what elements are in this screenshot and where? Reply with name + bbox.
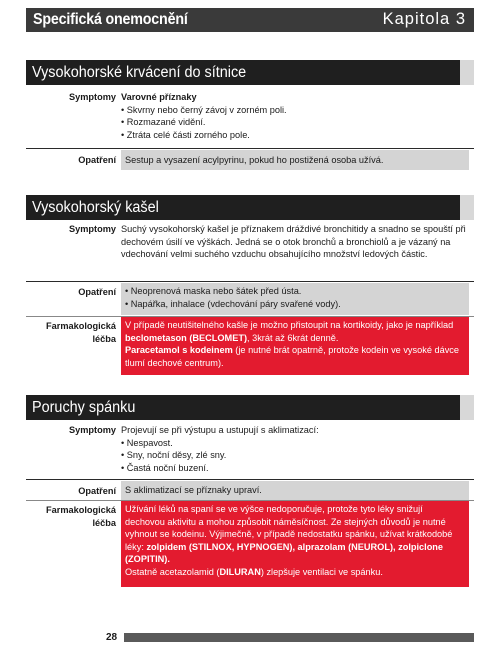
row-label: Opatření [78, 155, 116, 165]
pharma-paragraph: V případě neutišitelného kašle je možno přistoupit na kortikoidy, jako je například beclometason (BECLOMET), 3krát až 6krát denně. [125, 320, 454, 343]
pharma-row [26, 317, 474, 375]
section-tab [460, 395, 474, 420]
divider [26, 281, 474, 282]
measures-content: Sestup a vysazení acylpyrinu, pokud ho postižená osoba užívá. [121, 150, 469, 170]
list-item: • Častá noční buzení. [121, 462, 469, 475]
symptoms-content [121, 91, 469, 141]
measures-row [26, 150, 474, 170]
divider [26, 479, 474, 480]
pharma-paragraph: Paracetamol s kodeinem (je nutné brát opatrně, protože kodein ve vysoké dávce tlumí dechové centrum). [125, 345, 460, 368]
symptoms-content: Suchý vysokohorský kašel je příznakem dráždivé bronchitidy a snadno se spouští při dechovém úsilí ve výškách. Jedná se o otok bronchů a bronchiolů a je vázaný na vdechování velmi suchého vzduchu obsahujícího množství ledových částic. [121, 224, 466, 259]
symptoms-row [26, 223, 474, 279]
running-header [26, 8, 474, 32]
footer-bar [124, 633, 474, 642]
symptoms-heading: Projevují se při výstupu a ustupují s aklimatizací: [121, 425, 319, 435]
section-tab [460, 195, 474, 220]
measures-content: S aklimatizací se příznaky upraví. [121, 481, 469, 500]
symptoms-content [121, 424, 469, 474]
list-item: • Napářka, inhalace (vdechování páry svařené vody). [125, 298, 465, 311]
list-item: • Neoprenová maska nebo šátek před ústa. [125, 285, 465, 298]
pharma-paragraph: Ostatně acetazolamid (DILURAN) zlepšuje ventilaci ve spánku. [125, 566, 383, 577]
page-number: 28 [106, 632, 118, 643]
symptoms-row [26, 91, 474, 145]
list-item: • Nespavost. [121, 437, 469, 450]
row-label: Symptomy [69, 224, 116, 234]
list-item: • Ztráta celé části zorného pole. [121, 129, 469, 142]
section-tab [460, 60, 474, 85]
divider [26, 148, 474, 149]
row-label: Symptomy [69, 92, 116, 102]
measures-content [121, 283, 469, 315]
section-heading-altitude-cough: Vysokohorský kašel [26, 195, 460, 220]
pharma-paragraph: Užívání léků na spaní se ve výšce nedoporučuje, protože tyto léky snižují dechovou aktivitu a mohou způsobit náměsíčnost. Ze stejných důvodů je nutné vyhnout se kodeinu. Výjimečně, v případě nedostatku spánku, užívat krátkodobé léky: zolpidem (STILNOX, HYPNOGEN), alprazolam (NEUROL), zolpiclone (ZOPITIN). [125, 504, 453, 564]
row-label: Symptomy [69, 425, 116, 435]
row-label: Farmakologická léčba [46, 505, 116, 528]
header-chapter: Kapitola 3 [382, 10, 466, 28]
symptoms-heading: Varovné příznaky [121, 92, 197, 102]
list-item: • Skvrny nebo černý závoj v zorném poli. [121, 104, 469, 117]
row-label: Opatření [78, 486, 116, 496]
row-label: Opatření [78, 287, 116, 297]
pharma-content [121, 317, 469, 375]
pharma-row [26, 501, 474, 587]
list-item: • Rozmazané vidění. [121, 116, 469, 129]
section-heading-retinal-hemorrhage: Vysokohorské krvácení do sítnice [26, 60, 460, 85]
section-heading-sleep-disorders: Poruchy spánku [26, 395, 460, 420]
list-item: • Sny, noční děsy, zlé sny. [121, 449, 469, 462]
pharma-content [121, 501, 469, 587]
measures-row [26, 481, 474, 500]
header-section-title: Specifická onemocnění [33, 11, 188, 28]
symptoms-row [26, 424, 474, 478]
row-label: Farmakologická léčba [46, 321, 116, 344]
measures-row [26, 283, 474, 315]
